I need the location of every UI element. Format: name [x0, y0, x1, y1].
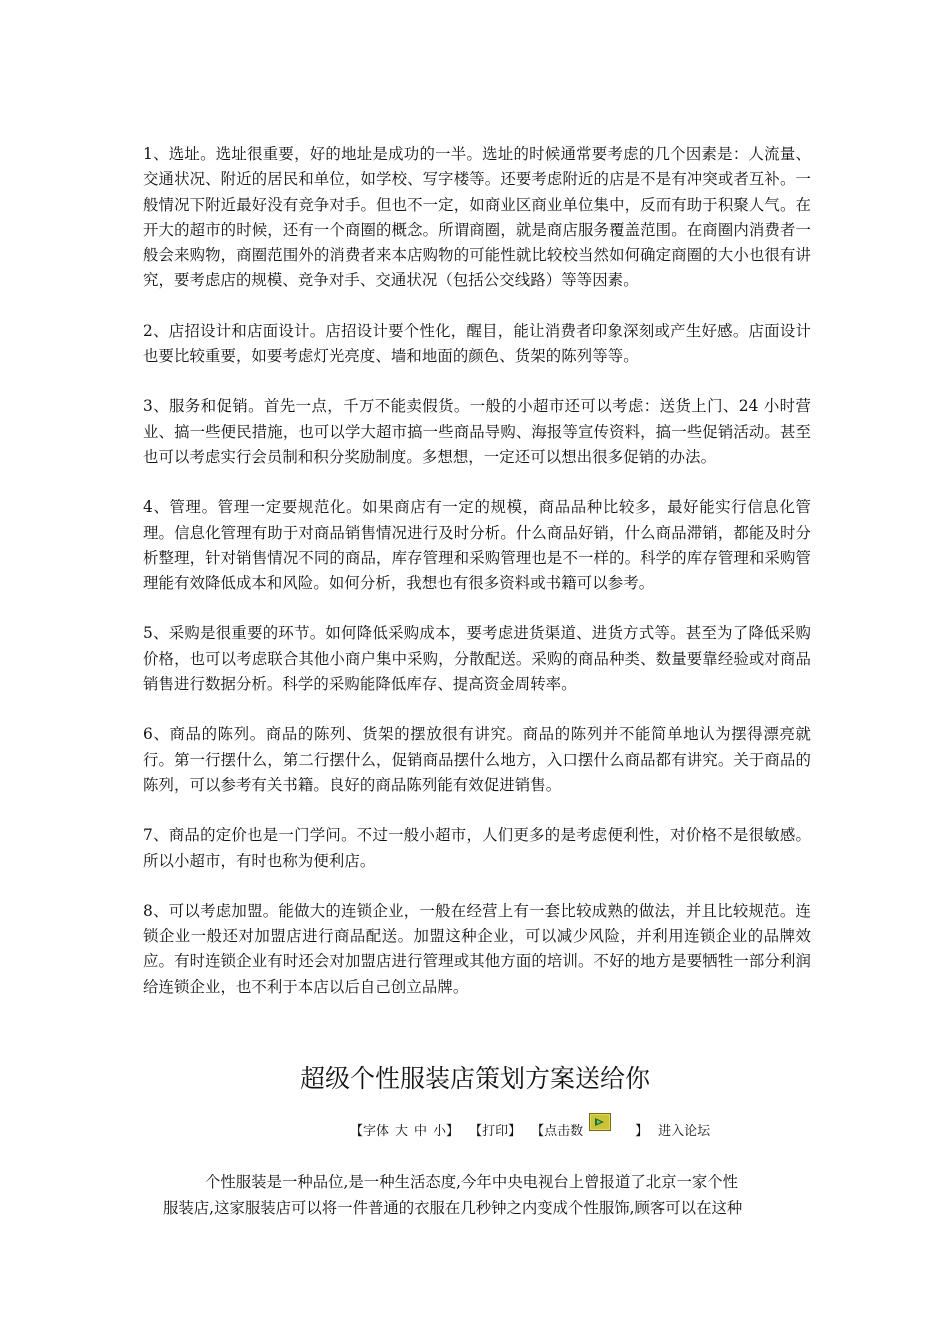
intro-line: 个性服装是一种品位,是一种生活态度,今年中央电视台上曾报道了北京一家个性 [205, 1173, 739, 1191]
click-count-label: 【点击数 [531, 1123, 584, 1139]
paragraph-management: 4、管理。管理一定要规范化。如果商店有一定的规模，商品品种比较多，最好能实行信息化管理。信息化管理有助于对商品销售情况进行及时分析。什么商品好销，什么商品滞销，都能及时分析整理，针对销售情况不同的商品，库存管理和采购管理也是不一样的。科学的库存管理和采购管理能有效降低成本和风险。如何分析，我想也有很多资料或书籍可以参考。 [143, 498, 811, 593]
paragraph-service-promotion: 3、服务和促销。首先一点，千万不能卖假货。一般的小超市还可以考虑：送货上门、24 小时营业、搞一些便民措施，也可以学大超市搞一些商品导购、海报等宣传资料，搞一些促销活动。甚至也可以考虑实行会员制和积分奖励制度。多想想，一定还可以想出很多促销的办法。 [143, 397, 811, 466]
paragraph-pricing: 7、商品的定价也是一门学问。不过一般小超市，人们更多的是考虑便利性，对价格不是很敏感。所以小超市，有时也称为便利店。 [143, 826, 811, 870]
paragraph-franchise: 8、可以考虑加盟。能做大的连锁企业，一般在经营上有一套比较成熟的做法，并且比较规范。连锁企业一般还对加盟店进行商品配送。加盟这种企业，可以减少风险，并利用连锁企业的品牌效应。有时连锁企业有时还会对加盟店进行管理或其他方面的培训。不好的地方是要牺牲一部分利润给连锁企业，也不利于本店以后自己创立品牌。 [143, 901, 811, 996]
paragraph-site-selection: 1、选址。选址很重要，好的地址是成功的一半。选址的时候通常要考虑的几个因素是：人流量、交通状况、附近的居民和单位，如学校、写字楼等。还要考虑附近的店是不是有冲突或者互补。一般情况下附近最好没有竞争对手。但也不一定，如商业区商业单位集中，反而有助于积聚人气。在开大的超市的时候，还有一个商圈的概念。所谓商圈，就是商店服务覆盖范围。在商圈内消费者一般会来购物，商圈范围外的消费者来本店购物的可能性就比较校当然如何确定商圈的大小也很有讲究，要考虑店的规模、竞争对手、交通状况（包括公交线路）等等因素。 [143, 145, 811, 290]
forum-link[interactable]: 进入论坛 [658, 1123, 711, 1139]
paragraph-display: 6、商品的陈列。商品的陈列、货架的摆放很有讲究。商品的陈列并不能简单地认为摆得漂亮就行。第一行摆什么，第二行摆什么，促销商品摆什么地方，入口摆什么商品都有讲究。关于商品的陈列，可以参考有关书籍。良好的商品陈列能有效促进销售。 [143, 725, 811, 794]
font-small-link[interactable]: 小】 [433, 1123, 460, 1139]
intro-line: 服装店,这家服装店可以将一件普通的衣服在几秒钟之内变成个性服饰,顾客可以在这种 [163, 1198, 743, 1217]
article-body [143, 142, 811, 1025]
article-title: 超级个性服装店策划方案送给你 [299, 1064, 650, 1093]
article-intro [163, 1170, 803, 1221]
counter-icon [589, 1113, 611, 1131]
click-count-close: 】 [635, 1123, 649, 1139]
paragraph-purchasing: 5、采购是很重要的环节。如何降低采购成本，要考虑进货渠道、进货方式等。甚至为了降低采购价格，也可以考虑联合其他小商户集中采购，分散配送。采购的商品种类、数量要靠经验或对商品销售进行数据分析。科学的采购能降低库存、提高资金周转率。 [143, 624, 811, 694]
font-medium-link[interactable]: 中 [414, 1123, 428, 1139]
paragraph-storefront-design: 2、店招设计和店面设计。店招设计要个性化，醒目，能让消费者印象深刻或产生好感。店面设计也要比较重要，如要考虑灯光亮度、墙和地面的颜色、货架的陈列等等。 [143, 321, 811, 366]
font-large-link[interactable]: 大 [395, 1123, 409, 1139]
print-link[interactable]: 【打印】 [469, 1123, 522, 1139]
article-toolbar [350, 1116, 710, 1142]
font-size-label: 【字体 [350, 1123, 390, 1139]
